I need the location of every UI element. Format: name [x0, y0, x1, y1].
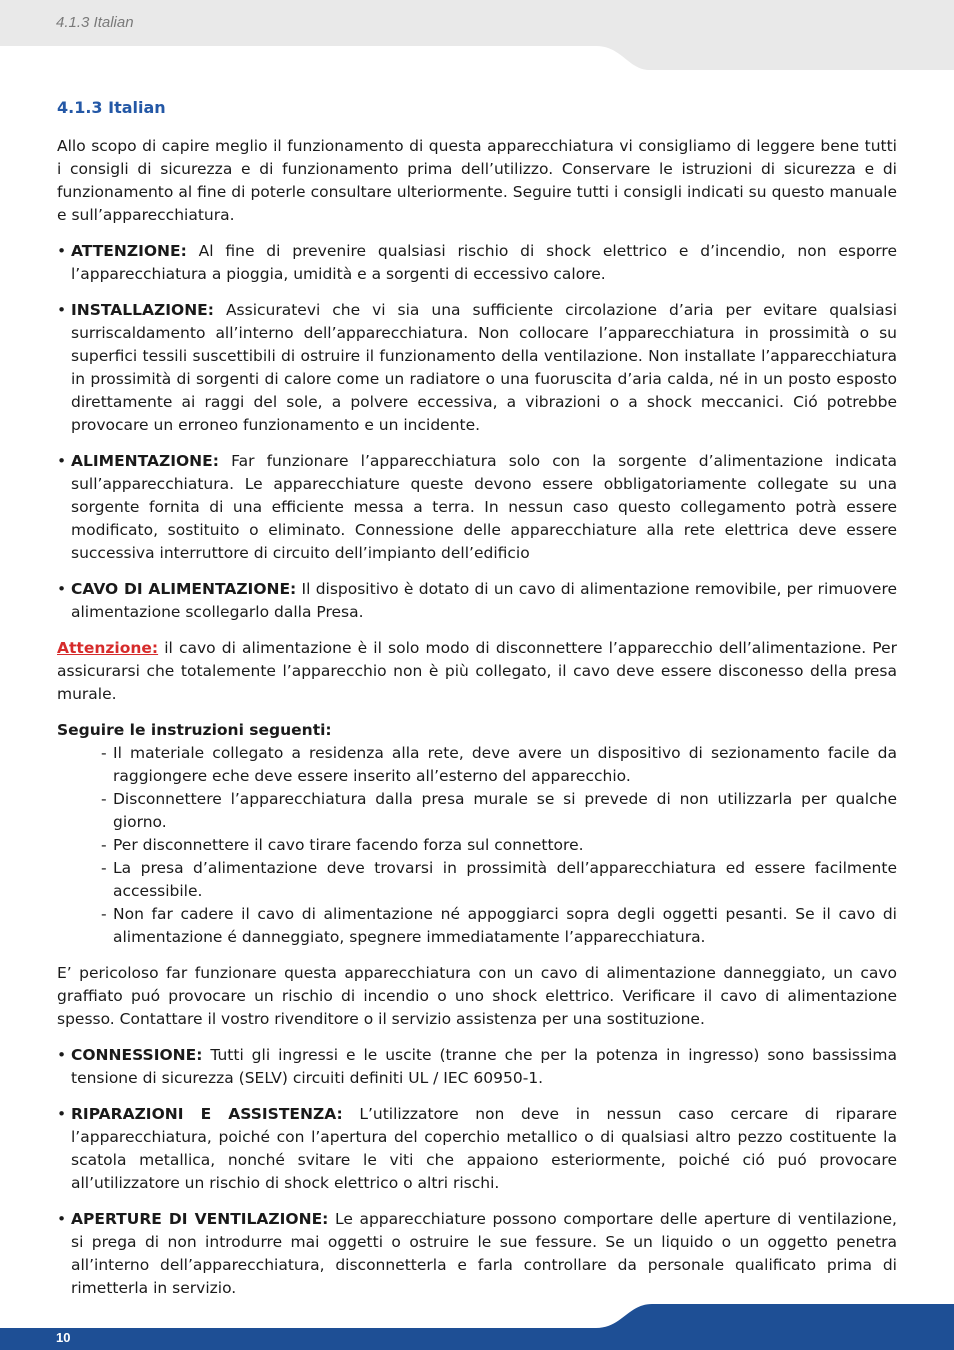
- bullet-item: [57, 1103, 897, 1195]
- bullet-item: [57, 1044, 897, 1090]
- bullet-text: Tutti gli ingressi e le uscite (tranne che per la potenza in ingresso) sono bassissima tensione di sicurezza (SELV) circuiti definiti UL / IEC 60950-1.: [71, 1046, 897, 1087]
- instructions-list: [57, 742, 897, 949]
- attention-text: il cavo di alimentazione è il solo modo di disconnettere l’apparecchio dell’alimentazione. Per assicurarsi che totalemente l’apparecchio non è più collegato, il cavo deve essere disconesso della presa murale.: [57, 639, 897, 703]
- page-content: [57, 96, 897, 1313]
- dash-marker: -: [101, 836, 107, 854]
- bullet-key: CAVO DI ALIMENTAZIONE:: [71, 580, 297, 598]
- bullet-dot: •: [57, 1046, 67, 1064]
- bullet-dot: •: [57, 301, 67, 319]
- dash-marker: -: [101, 790, 107, 808]
- attention-paragraph: [57, 637, 897, 706]
- bullet-text: Le apparecchiature possono comportare delle aperture di ventilazione, si prega di non introdurre mai oggetti o ostruire le sue fessure. Se un liquido o un oggetto penetra all’interno dell’apparecchiatura, disconnetterla e farla controllare da personale qualificato prima di rimetterla in servizio.: [71, 1210, 897, 1297]
- bullet-item: [57, 299, 897, 437]
- bullet-dot: •: [57, 452, 67, 470]
- bullet-item: [57, 578, 897, 624]
- attention-label: Attenzione:: [57, 639, 159, 657]
- section-title: 4.1.3 Italian: [57, 98, 166, 117]
- list-item-text: Il materiale collegato a residenza alla rete, deve avere un dispositivo di sezionamento facile da raggiongere eche deve essere inserito all’esterno del apparecchio.: [113, 744, 897, 785]
- bullet-key: RIPARAZIONI E ASSISTENZA:: [71, 1105, 343, 1123]
- bullet-text: Al fine di prevenire qualsiasi rischio di shock elettrico e d’incendio, non esporre l’apparecchiatura a pioggia, umidità e a sorgenti di eccessivo calore.: [71, 242, 897, 283]
- header-shape: [0, 0, 954, 70]
- list-item-text: La presa d’alimentazione deve trovarsi in prossimità dell’apparecchiatura ed essere facilmente accessibile.: [113, 859, 897, 900]
- bullet-item: [57, 1208, 897, 1300]
- bullet-item: [57, 450, 897, 565]
- dash-marker: -: [101, 859, 107, 877]
- warning-paragraph: E’ pericoloso far funzionare questa apparecchiatura con un cavo di alimentazione danneggiato, un cavo graffiato puó provocare un rischio di incendio o uno shock elettrico. Verificare il cavo di alimentazione spesso. Contattare il vostro rivenditore o il servizio assistenza per una sostituzione.: [57, 964, 897, 1028]
- bullet-list-2: [57, 1044, 897, 1300]
- bullet-key: ALIMENTAZIONE:: [71, 452, 219, 470]
- bullet-text: Assicuratevi che vi sia una sufficiente circolazione d’aria per evitare qualsiasi surriscaldamento all’interno dell’apparecchiatura. Non collocare l’apparecchiatura in prossimità o su superfici tessili suscettibili di ostruire il funzionamento della ventilazione. Non installate l’apparecchiatura in prossimità di sorgenti di calore come un radiatore o una fuoruscita d’aria calda, né in un posto esposto direttamente ai raggi del sole, a polvere eccessiva, a vibrazioni o a shock meccanici. Ció potrebbe provocare un erroneo funzionamento e un incidente.: [71, 301, 897, 434]
- list-item: [101, 742, 897, 788]
- header-band: [0, 0, 954, 70]
- bullet-text: L’utilizzatore non deve in nessun caso cercare di riparare l’apparecchiatura, poiché con l’apertura del coperchio metallico o di qualsiasi altro pezzo costituente la scatola metallica, nonché svitare le viti che appaiono esteriormente, poiché ció puó provocare all’utilizzatore un rischio di shock elettrico o altri rischi.: [71, 1105, 898, 1192]
- bullet-key: APERTURE DI VENTILAZIONE:: [71, 1210, 329, 1228]
- list-item: [101, 903, 897, 949]
- bullet-key: INSTALLAZIONE:: [71, 301, 214, 319]
- list-item: [101, 788, 897, 834]
- list-item-text: Non far cadere il cavo di alimentazione né appoggiarci sopra degli oggetti pesanti. Se il cavo di alimentazione é danneggiato, spegnere immediatamente l’apparecchiatura.: [113, 905, 897, 946]
- footer-shape: [0, 1304, 954, 1350]
- intro-paragraph: Allo scopo di capire meglio il funzionamento di questa apparecchiatura vi consigliamo di leggere bene tutti i consigli di sicurezza e di funzionamento prima dell’utilizzo. Conservare le istruzioni di sicurezza e di funzionamento al fine di poterle consultare ulteriormente. Seguire tutti i consigli indicati su questo manuale e sull’apparecchiatura.: [57, 137, 897, 224]
- page-number: 10: [56, 1330, 71, 1345]
- footer-band: [0, 1300, 954, 1350]
- running-header: 4.1.3 Italian: [56, 14, 134, 31]
- bullet-key: CONNESSIONE:: [71, 1046, 203, 1064]
- bullet-list-1: [57, 240, 897, 624]
- bullet-text: Far funzionare l’apparecchiatura solo con la sorgente d’alimentazione indicata sull’apparecchiatura. Le apparecchiature queste devono essere obbligatoriamente collegate su una sorgente fornita di una efficiente messa a terra. In nessun caso questo collegamento potrà essere modificato, sostituito o eliminato. Connessione delle apparecchiature alla rete elettrica deve essere successiva interruttore di circuito dell’impianto dell’edificio: [71, 452, 897, 562]
- bullet-dot: •: [57, 1105, 67, 1123]
- dash-marker: -: [101, 744, 107, 762]
- list-item-text: Disconnettere l’apparecchiatura dalla presa murale se si prevede di non utilizzarla per qualche giorno.: [113, 790, 897, 831]
- list-item: [101, 834, 897, 857]
- bullet-dot: •: [57, 580, 67, 598]
- bullet-key: ATTENZIONE:: [71, 242, 187, 260]
- bullet-item: [57, 240, 897, 286]
- bullet-dot: •: [57, 242, 67, 260]
- instructions-title: Seguire le instruzioni seguenti:: [57, 721, 332, 739]
- dash-marker: -: [101, 905, 107, 923]
- bullet-dot: •: [57, 1210, 67, 1228]
- list-item: [101, 857, 897, 903]
- list-item-text: Per disconnettere il cavo tirare facendo forza sul connettore.: [113, 836, 584, 854]
- bullet-text: Il dispositivo è dotato di un cavo di alimentazione removibile, per rimuovere alimentazione scollegarlo dalla Presa.: [71, 580, 898, 621]
